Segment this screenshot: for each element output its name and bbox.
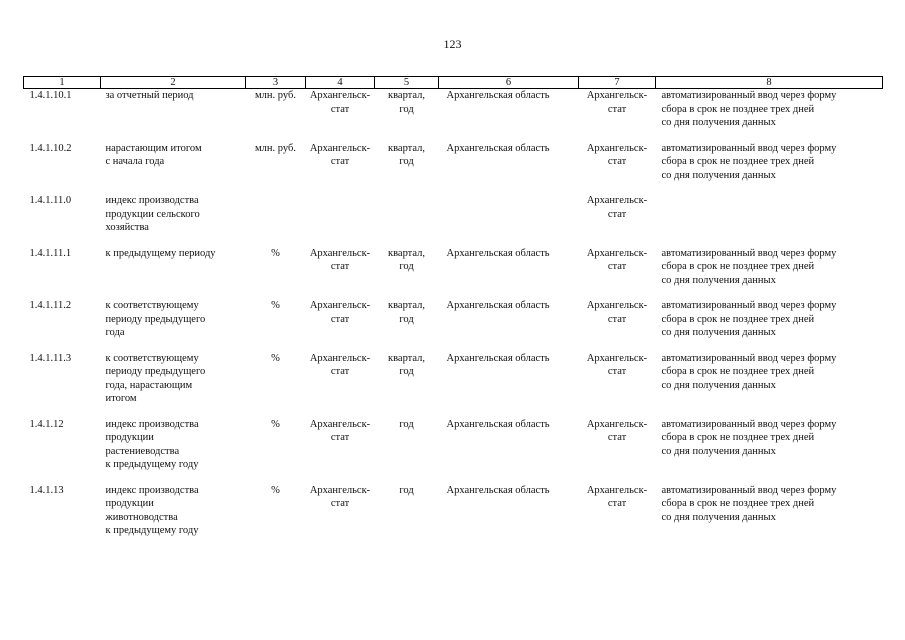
table-row bbox=[24, 418, 883, 472]
periodicity-cell: квартал, год bbox=[387, 142, 426, 167]
responsible-cell: Архангельск- стат bbox=[586, 142, 648, 167]
column-header: 5 bbox=[375, 77, 439, 89]
page-number: 123 bbox=[443, 37, 462, 51]
row-spacer-cell bbox=[24, 340, 883, 352]
responsible-cell: Архангельск- стат bbox=[586, 247, 648, 272]
source-cell: Архангельск- стат bbox=[309, 247, 371, 272]
collection-method-cell: автоматизированный ввод через форму сбора в срок не позднее трех дней со дня получения данных bbox=[661, 352, 837, 391]
row-spacer-cell bbox=[24, 130, 883, 142]
periodicity-cell: год bbox=[399, 418, 414, 430]
row-spacer bbox=[24, 130, 883, 142]
source-cell: Архангельск- стат bbox=[309, 142, 371, 167]
source-cell: Архангельск- стат bbox=[309, 352, 371, 377]
row-spacer-cell bbox=[24, 287, 883, 299]
row-code-cell: 1.4.1.10.2 bbox=[29, 142, 72, 154]
source-cell: Архангельск- стат bbox=[309, 484, 371, 509]
unit-cell: % bbox=[271, 352, 280, 364]
responsible-cell: Архангельск- стат bbox=[586, 195, 648, 220]
row-spacer-cell bbox=[24, 235, 883, 247]
unit-cell: % bbox=[271, 247, 280, 259]
territory-cell: Архангельская область bbox=[446, 300, 550, 311]
collection-method-cell: автоматизированный ввод через форму сбора в срок не позднее трех дней со дня получения данных bbox=[661, 300, 837, 338]
periodicity-cell: квартал, год bbox=[387, 90, 426, 115]
row-code-cell: 1.4.1.12 bbox=[29, 418, 64, 430]
row-code-cell: 1.4.1.11.0 bbox=[29, 195, 72, 206]
row-code-cell: 1.4.1.10.1 bbox=[29, 90, 72, 101]
unit-cell bbox=[246, 194, 306, 235]
table-row bbox=[24, 247, 883, 288]
collection-method-cell: автоматизированный ввод через форму сбора в срок не позднее трех дней со дня получения данных bbox=[661, 484, 837, 523]
periodicity-cell: год bbox=[399, 484, 414, 496]
row-code-cell: 1.4.1.11.2 bbox=[29, 300, 72, 311]
column-header: 8 bbox=[656, 77, 883, 89]
indicator-name-cell: индекс производства продукции животноводства к предыдущему году bbox=[105, 484, 199, 536]
territory-cell: Архангельская область bbox=[446, 247, 550, 259]
table-row bbox=[24, 142, 883, 183]
source-cell bbox=[306, 194, 375, 235]
row-spacer bbox=[24, 287, 883, 299]
indicator-name-cell: нарастающим итогом с начала года bbox=[105, 142, 202, 167]
column-header: 4 bbox=[306, 77, 375, 89]
responsible-cell: Архангельск- стат bbox=[586, 300, 648, 325]
table-row bbox=[24, 89, 883, 130]
territory-cell: Архангельская область bbox=[446, 352, 550, 364]
row-spacer bbox=[24, 472, 883, 484]
row-spacer-cell bbox=[24, 182, 883, 194]
column-header: 2 bbox=[101, 77, 246, 89]
row-spacer bbox=[24, 235, 883, 247]
row-spacer-cell bbox=[24, 472, 883, 484]
table-row bbox=[24, 299, 883, 340]
table-body bbox=[24, 89, 883, 538]
unit-cell: % bbox=[271, 418, 280, 430]
indicator-name-cell: к предыдущему периоду bbox=[105, 247, 216, 259]
indicator-name-cell: к соответствующему периоду предыдущего года bbox=[105, 300, 206, 338]
collection-method-cell: автоматизированный ввод через форму сбора в срок не позднее трех дней со дня получения данных bbox=[661, 418, 837, 457]
unit-cell: % bbox=[271, 300, 280, 311]
table-row bbox=[24, 352, 883, 406]
source-cell: Архангельск- стат bbox=[309, 300, 371, 325]
row-code-cell: 1.4.1.11.3 bbox=[29, 352, 72, 364]
periodicity-cell: квартал, год bbox=[387, 352, 426, 377]
collection-method-cell: автоматизированный ввод через форму сбора в срок не позднее трех дней со дня получения данных bbox=[661, 142, 837, 181]
indicator-table bbox=[23, 76, 883, 538]
indicator-name-cell: к соответствующему периоду предыдущего года, нарастающим итогом bbox=[105, 352, 206, 404]
responsible-cell: Архангельск- стат bbox=[586, 484, 648, 509]
indicator-name-cell: индекс производства продукции сельского хозяйства bbox=[105, 195, 200, 233]
indicator-name-cell: за отчетный период bbox=[105, 90, 194, 101]
table-row bbox=[24, 194, 883, 235]
responsible-cell: Архангельск- стат bbox=[586, 418, 648, 443]
periodicity-cell bbox=[375, 194, 439, 235]
territory-cell: Архангельская область bbox=[446, 484, 550, 496]
periodicity-cell: квартал, год bbox=[387, 300, 426, 325]
responsible-cell: Архангельск- стат bbox=[586, 90, 648, 115]
row-code-cell: 1.4.1.13 bbox=[29, 484, 64, 496]
column-header: 1 bbox=[24, 77, 101, 89]
collection-method-cell: автоматизированный ввод через форму сбора в срок не позднее трех дней со дня получения данных bbox=[661, 90, 837, 128]
column-number-row bbox=[24, 77, 883, 89]
territory-cell: Архангельская область bbox=[446, 418, 550, 430]
column-header: 3 bbox=[246, 77, 306, 89]
row-spacer bbox=[24, 182, 883, 194]
collection-method-cell: автоматизированный ввод через форму сбора в срок не позднее трех дней со дня получения данных bbox=[661, 247, 837, 286]
territory-cell: Архангельская область bbox=[446, 90, 550, 101]
row-spacer bbox=[24, 340, 883, 352]
unit-cell: % bbox=[271, 484, 280, 496]
responsible-cell: Архангельск- стат bbox=[586, 352, 648, 377]
territory-cell: Архангельская область bbox=[446, 142, 550, 154]
source-cell: Архангельск- стат bbox=[309, 418, 371, 443]
territory-cell bbox=[439, 194, 579, 235]
indicator-name-cell: индекс производства продукции растениеводства к предыдущему году bbox=[105, 418, 199, 470]
column-header: 7 bbox=[579, 77, 656, 89]
unit-cell: млн. руб. bbox=[255, 90, 296, 101]
collection-method-cell bbox=[656, 194, 883, 235]
unit-cell: млн. руб. bbox=[255, 142, 296, 154]
table-row bbox=[24, 484, 883, 538]
column-header: 6 bbox=[439, 77, 579, 89]
row-spacer-cell bbox=[24, 406, 883, 418]
row-spacer bbox=[24, 406, 883, 418]
row-code-cell: 1.4.1.11.1 bbox=[29, 247, 72, 259]
source-cell: Архангельск- стат bbox=[309, 90, 371, 115]
periodicity-cell: квартал, год bbox=[387, 247, 426, 272]
